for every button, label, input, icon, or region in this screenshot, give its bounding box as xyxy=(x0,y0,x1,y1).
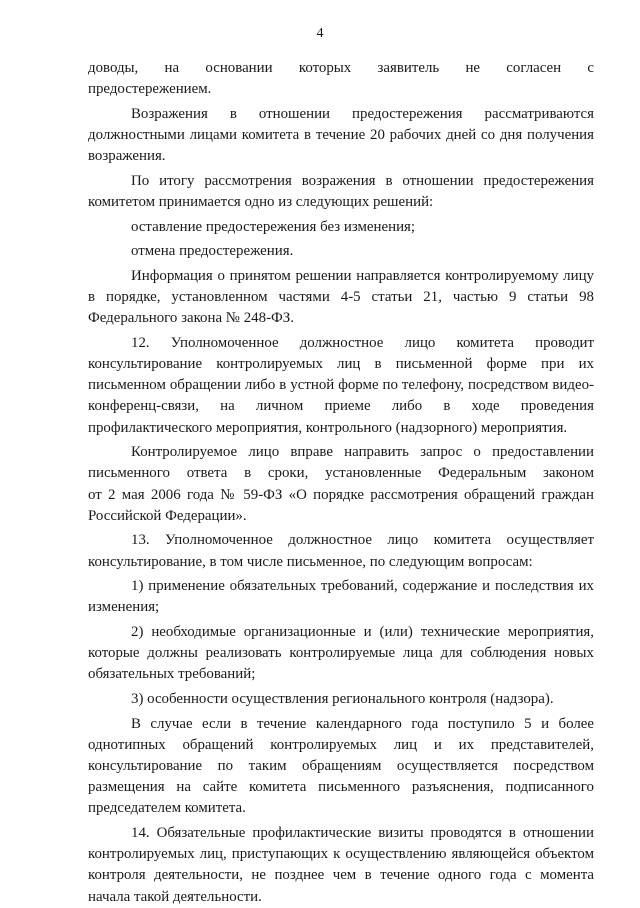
paragraph xyxy=(88,266,594,330)
text-line: размещения на сайте комитета письменного разъяснения, подписанного xyxy=(88,779,594,796)
text-line: консультирование по таким обращениям осуществляется посредством xyxy=(88,757,594,774)
text-line: от 2 мая 2006 года № 59-ФЗ «О порядке рассмотрения обращений граждан xyxy=(88,486,594,503)
paragraph xyxy=(88,333,594,439)
document-body xyxy=(88,58,594,908)
text-line: письменном обращении либо в устной форме по телефону, посредством видео- xyxy=(88,377,594,394)
paragraph xyxy=(88,241,594,262)
text-line: Контролируемое лицо вправе направить запрос о предоставлении xyxy=(131,444,594,461)
paragraph xyxy=(88,714,594,820)
paragraph xyxy=(88,217,594,238)
text-line: конференц-связи, на личном приеме либо в ходе проведения xyxy=(88,398,594,415)
paragraph xyxy=(88,530,594,572)
text-line: доводы, на основании которых заявитель не согласен с xyxy=(88,60,594,76)
text-line: оставление предостережения без изменения; xyxy=(131,218,416,235)
paragraph xyxy=(88,823,594,908)
text-line: 13. Уполномоченное должностное лицо комитета осуществляет xyxy=(131,532,594,549)
text-line: комитетом принимается одно из следующих решений: xyxy=(88,194,434,210)
text-line: предостережением. xyxy=(88,81,212,98)
text-line: Российской Федерации». xyxy=(88,507,247,524)
paragraph xyxy=(88,622,594,686)
text-line: возражения. xyxy=(88,148,166,165)
text-line: 3) особенности осуществления регионального контроля (надзора). xyxy=(131,690,554,707)
text-line: письменного ответа в сроки, установленные Федеральным законом xyxy=(88,465,594,482)
text-line: отмена предостережения. xyxy=(131,243,294,260)
text-line: в порядке, установленном частями 4-5 статьи 21, частью 9 статьи 98 xyxy=(88,288,594,305)
text-line: 14. Обязательные профилактические визиты проводятся в отношении xyxy=(131,824,594,841)
paragraph xyxy=(88,442,594,527)
text-line: однотипных обращений контролируемых лиц и их представителей, xyxy=(88,736,594,753)
paragraph xyxy=(88,576,594,618)
text-line: контролируемых лиц, приступающих к осуществлению являющейся объектом xyxy=(88,846,594,863)
text-line: контроля деятельности, не позднее чем в течение одного года с момента xyxy=(88,867,594,884)
text-line: профилактического мероприятия, контрольного (надзорного) мероприятия. xyxy=(88,419,568,436)
text-line: 1) применение обязательных требований, содержание и последствия их xyxy=(131,578,594,595)
paragraph xyxy=(88,689,594,710)
text-line: изменения; xyxy=(88,599,160,616)
text-line: начала такой деятельности. xyxy=(88,888,262,905)
text-line: которые должны реализовать контролируемые лица для соблюдения новых xyxy=(88,645,594,662)
text-line: По итогу рассмотрения возражения в отношении предостережения xyxy=(131,172,594,189)
text-line: 12. Уполномоченное должностное лицо комитета проводит xyxy=(131,334,594,351)
text-line: Возражения в отношении предостережения рассматриваются xyxy=(131,105,594,122)
page-number: 4 xyxy=(316,26,324,41)
text-line: консультирование контролируемых лиц в письменной форме при их xyxy=(88,355,594,372)
text-line: обязательных требований; xyxy=(88,666,256,683)
text-line: Федерального закона № 248-ФЗ. xyxy=(88,310,294,327)
paragraph xyxy=(88,171,594,213)
text-line: 2) необходимые организационные и (или) технические мероприятия, xyxy=(131,623,594,640)
paragraph xyxy=(88,104,594,168)
text-line: должностными лицами комитета в течение 20 рабочих дней со дня получения xyxy=(88,127,594,143)
paragraph xyxy=(88,58,594,100)
text-line: В случае если в течение календарного года поступило 5 и более xyxy=(131,715,594,732)
text-line: консультирование, в том числе письменное, по следующим вопросам: xyxy=(88,553,533,570)
text-line: председателем комитета. xyxy=(88,800,246,817)
text-line: Информация о принятом решении направляется контролируемому лицу xyxy=(131,267,594,284)
